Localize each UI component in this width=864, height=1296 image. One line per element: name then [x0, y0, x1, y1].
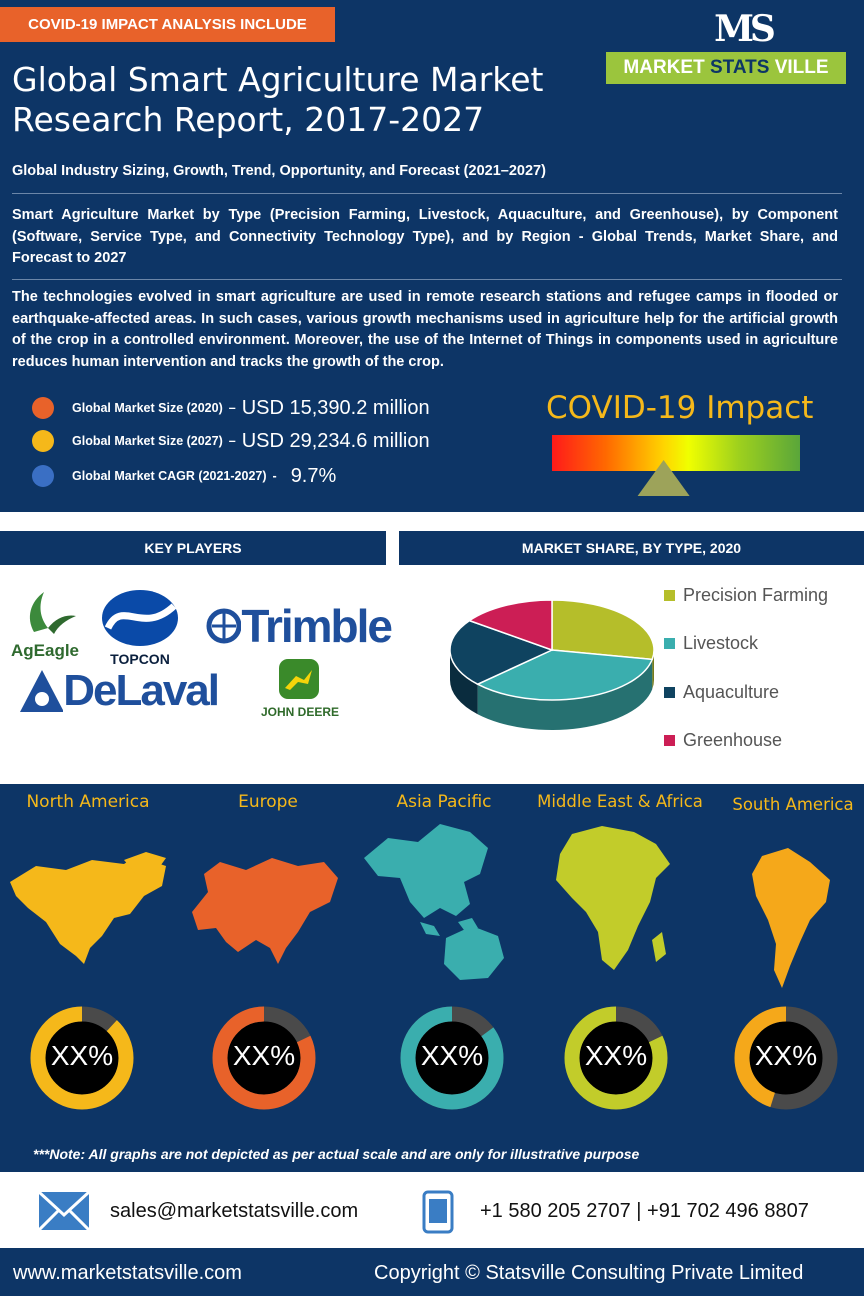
pie-slice-precision-farming — [552, 600, 654, 659]
region-label-asia-pacific: Asia Pacific — [396, 792, 492, 812]
legend-item-greenhouse — [664, 727, 782, 753]
trimble-logo — [206, 596, 391, 656]
john-deere-logo — [250, 658, 350, 720]
stat-label: Global Market CAGR (2021-2027) — [72, 469, 267, 483]
market-share-heading: MARKET SHARE, BY TYPE, 2020 — [399, 531, 864, 565]
legend-swatch — [664, 687, 675, 698]
john-deere-deer-icon — [250, 658, 350, 700]
key-players-heading: KEY PLAYERS — [0, 531, 386, 565]
divider — [12, 193, 842, 194]
scope-text: Smart Agriculture Market by Type (Precision Farming, Livestock, Aquaculture, and Greenhouse), by Component (Software, Service Type, and Connectivity Technology Type), and by Region - Global Trends, Market Share, and Forecast to 2027 — [12, 207, 838, 266]
john-deere-logo-text: JOHN DEERE — [260, 705, 340, 719]
ageagle-logo-text: AgEagle — [10, 641, 80, 660]
brand-logo-text — [606, 52, 846, 84]
brand-logo-mark: MS — [714, 8, 772, 50]
disclaimer-note: ***Note: All graphs are not depicted as per actual scale and are only for illustrative purpose — [33, 1146, 640, 1162]
middle-east-africa-map-icon — [552, 820, 674, 980]
blue-dot-icon — [32, 465, 54, 487]
page-title — [12, 60, 592, 140]
subtitle: Global Industry Sizing, Growth, Trend, Opportunity, and Forecast (2021–2027) — [12, 163, 546, 179]
description-text: The technologies evolved in smart agriculture are used in remote research stations and refugee camps in flooded or earthquake-affected areas. In such cases, various growth mechanisms used in agriculture help for the artificial growth of the crop in a controlled environment. Moreover, the use of the Internet of Things in components used in agriculture reduces human intervention and tracks the growth of the crop. — [12, 289, 838, 370]
donut-value: XX% — [232, 1040, 296, 1071]
stat-value: USD 15,390.2 million — [241, 396, 430, 419]
europe-asia-map-icon — [186, 852, 342, 970]
covid-impact-pointer-icon — [552, 458, 800, 498]
stat-label: Global Market Size (2020) — [72, 401, 223, 415]
contact-phone-numbers[interactable]: +1 580 205 2707 | +91 702 496 8807 — [480, 1200, 809, 1222]
delaval-a-icon — [18, 668, 63, 714]
divider — [12, 279, 842, 280]
stat-label: Global Market Size (2027) — [72, 434, 223, 448]
north-america-map-icon — [6, 852, 176, 970]
yellow-dot-icon — [32, 430, 54, 452]
legend-label: Livestock — [683, 632, 759, 653]
footer-website-link[interactable]: www.marketstatsville.com — [13, 1262, 242, 1284]
asia-pacific-map-icon — [360, 818, 510, 984]
topcon-logo — [98, 588, 182, 667]
region-label-north-america: North America — [26, 792, 150, 812]
donut-value: XX% — [584, 1040, 648, 1071]
mobile-phone-icon — [420, 1190, 456, 1234]
legend-item-livestock — [664, 630, 758, 656]
orange-dot-icon — [32, 397, 54, 419]
footer-copyright: Copyright © Statsville Consulting Private Limited — [374, 1262, 804, 1284]
ageagle-logo — [4, 588, 86, 663]
title-line-2: Research Report, 2017-2027 — [12, 100, 485, 139]
trimble-globe-icon — [206, 604, 241, 648]
region-label-europe: Europe — [238, 792, 298, 812]
topcon-wave-icon — [98, 588, 182, 648]
legend-label: Greenhouse — [683, 729, 783, 750]
legend-label: Aquaculture — [683, 681, 780, 702]
covid-impact-title: COVID-19 Impact — [546, 390, 814, 426]
south-america-map-icon — [748, 844, 838, 992]
region-label-middle-east-africa: Middle East & Africa — [537, 792, 703, 811]
logo-text-ville: VILLE — [774, 57, 829, 78]
stat-separator: - — [272, 469, 277, 483]
legend-label: Precision Farming — [683, 584, 829, 605]
stat-row — [32, 428, 430, 454]
donut-value: XX% — [50, 1040, 114, 1071]
legend-item-precision-farming — [664, 582, 828, 608]
stat-row — [32, 395, 430, 421]
stat-value: 9.7% — [290, 464, 337, 487]
envelope-icon — [38, 1191, 90, 1231]
legend-swatch — [664, 735, 675, 746]
region-label-south-america: South America — [732, 795, 854, 814]
legend-swatch — [664, 590, 675, 601]
logo-text-stats: STATS — [709, 57, 775, 78]
stat-row — [32, 463, 336, 489]
delaval-logo-text: DeLaval — [63, 666, 218, 715]
donut-value: XX% — [754, 1040, 818, 1071]
stat-separator: – — [228, 434, 236, 448]
delaval-logo — [18, 666, 218, 716]
stat-value: USD 29,234.6 million — [241, 429, 430, 452]
donut-value: XX% — [420, 1040, 484, 1071]
trimble-logo-text: Trimble — [241, 600, 391, 652]
logo-text-market: MARKET — [623, 57, 710, 78]
contact-email-link[interactable]: sales@marketstatsville.com — [110, 1200, 359, 1222]
title-line-1: Global Smart Agriculture Market — [12, 60, 544, 99]
topcon-logo-text: TOPCON — [110, 651, 170, 667]
ageagle-bird-icon — [4, 588, 86, 636]
market-share-pie-chart — [446, 598, 660, 738]
legend-item-aquaculture — [664, 679, 779, 705]
legend-swatch — [664, 638, 675, 649]
stat-separator: – — [228, 401, 236, 415]
covid-impact-badge: COVID-19 IMPACT ANALYSIS INCLUDE — [0, 7, 335, 42]
